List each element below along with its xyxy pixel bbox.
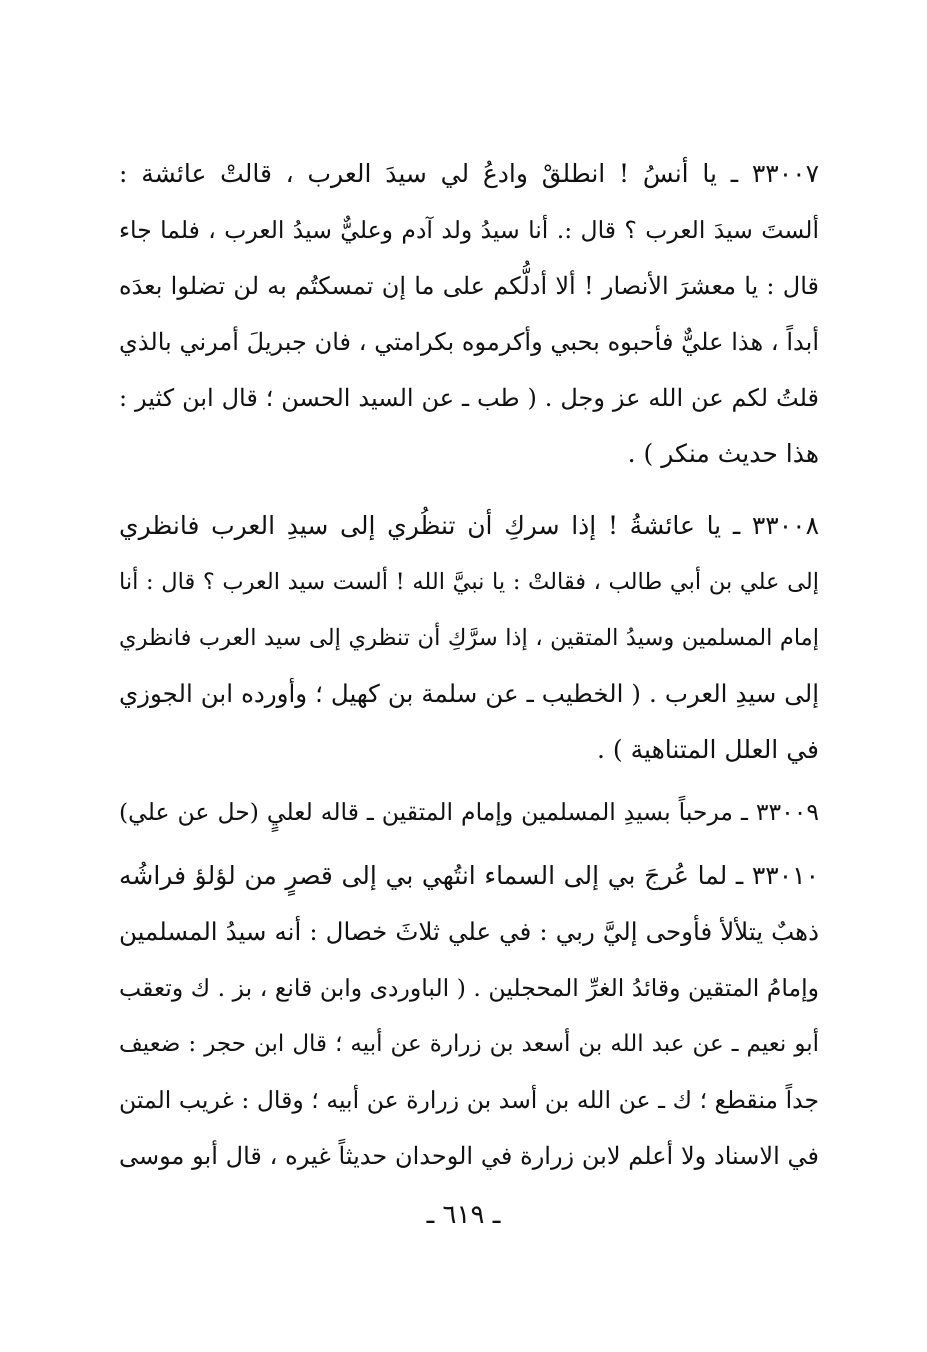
text-line: إلى سيدِ العرب . ( الخطيب ـ عن سلمة بن كهيل ؛ وأورده ابن الجوزي xyxy=(119,679,819,708)
text-line: قال : يا معشرَ الأنصار ! ألا أدلُّكم على ما إن تمسكتُم به لن تضلوا بعدَه xyxy=(119,272,819,300)
text-line: ٣٣٠٠٨ ـ يا عائشةُ ! إذا سركِ أن تنظُري إلى سيدِ العرب فانظري xyxy=(119,511,819,540)
text-line: هذا حديث منكر ) . xyxy=(627,439,819,468)
text-line: أبداً ، هذا عليٌّ فأحبوه بحبي وأكرموه بكرامتي ، فان جبريلَ أمرني بالذي xyxy=(119,328,819,356)
text-line: ٣٣٠١٠ ـ لما عُرجَ بي إلى السماء انتُهي بي إلى قصرٍ من لؤلؤ فراشُه xyxy=(119,861,819,890)
hadith-paragraph-33008 xyxy=(119,498,819,778)
text-line: ألستَ سيدَ العرب ؟ قال :. أنا سيدُ ولد آدم وعليٌّ سيدُ العرب ، فلما جاء xyxy=(119,216,819,244)
text-line: أبو نعيم ـ عن عبد الله بن أسعد بن زرارة عن أبيه ؛ قال ابن حجر : ضعيف xyxy=(119,1031,819,1057)
hadith-paragraph-33007 xyxy=(119,146,819,482)
page-number: ـ ٦١٩ ـ xyxy=(426,1200,501,1230)
text-line: في الاسناد ولا أعلم لابن زرارة في الوحدان حديثاً غيره ، قال أبو موسى xyxy=(119,1142,819,1170)
text-line: في العلل المتناهية ) . xyxy=(597,735,819,764)
text-line: جداً منقطع ؛ ك ـ عن الله بن أسد بن زرارة عن أبيه ؛ وقال : غريب المتن xyxy=(119,1086,819,1114)
text-line: قلتُ لكم عن الله عز وجل . ( طب ـ عن السيد الحسن ؛ قال ابن كثير : xyxy=(119,384,819,412)
text-line: إمام المسلمين وسيدُ المتقين ، إذا سرَّكِ أن تنظري إلى سيد العرب فانظري xyxy=(119,625,819,651)
text-line: وإمامُ المتقين وقائدُ الغرِّ المحجلين . ( الباوردى وابن قانع ، بز . ك وتعقب xyxy=(119,974,819,1002)
hadith-paragraph-33009 xyxy=(119,784,819,840)
text-line: ٣٣٠٠٩ ـ مرحباً بسيدِ المسلمين وإمام المتقين ـ قاله لعليٍ (حل عن علي) xyxy=(119,798,819,826)
hadith-paragraph-33010 xyxy=(119,848,819,1184)
text-line: ٣٣٠٠٧ ـ يا أنسُ ! انطلقْ وادعُ لي سيدَ العرب ، قالتْ عائشة : xyxy=(119,159,819,188)
text-line: إلى علي بن أبي طالب ، فقالتْ : يا نبيَّ الله ! ألست سيد العرب ؟ قال : أنا xyxy=(119,569,819,595)
text-line: ذهبٌ يتلألأ فأوحى إليَّ ربي : في علي ثلاثَ خصال : أنه سيدُ المسلمين xyxy=(119,917,819,946)
